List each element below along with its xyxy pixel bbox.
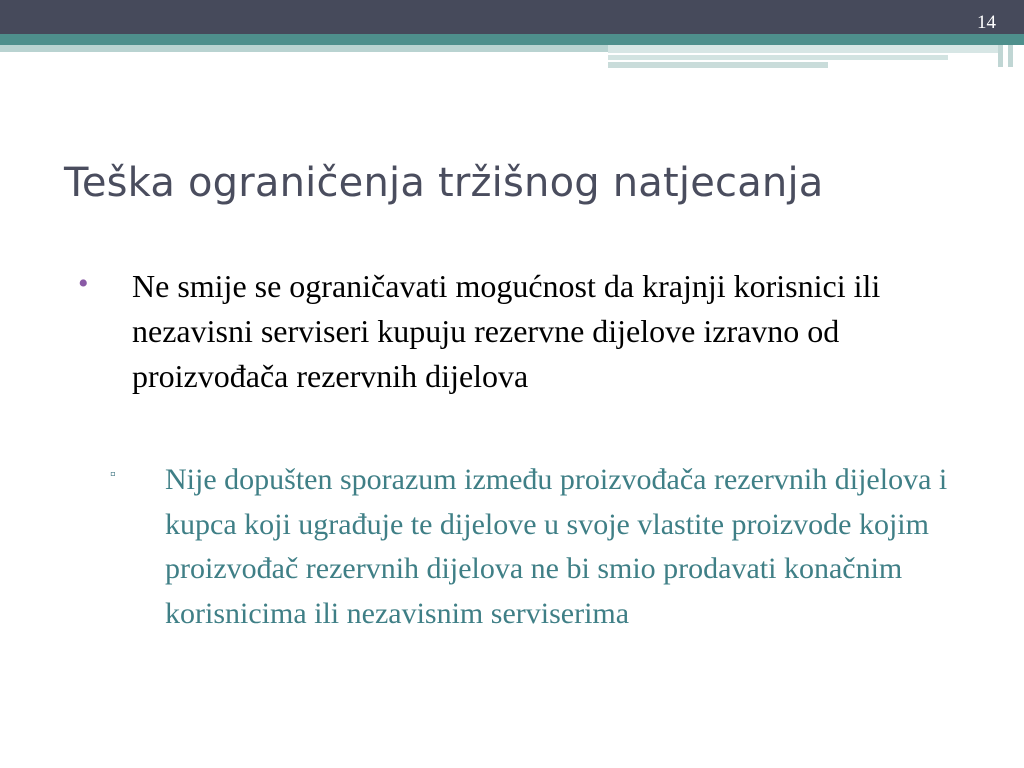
slide-number: 14 (977, 12, 996, 33)
header-teal-band (0, 34, 1024, 45)
bullet-text: Ne smije se ograničavati mogućnost da krajnji korisnici ili nezavisni serviseri kupuju rezervne dijelove izravno od proizvođača rezervnih dijelova (132, 268, 881, 394)
slide-title: Teška ograničenja tržišnog natjecanja (64, 160, 824, 206)
header-dark-band (0, 0, 1024, 34)
header-decor-line (0, 45, 608, 52)
header-decor-bar (998, 45, 1003, 67)
sub-bullet-text: Nije dopušten sporazum između proizvođača rezervnih dijelova i kupca koji ugrađuje te dijelove u svoje vlastite proizvode kojim proizvođač rezervnih dijelova ne bi smio prodavati konačnim korisnicima ili nezavisnim serviserima (165, 463, 948, 630)
header-decor-line (608, 55, 948, 60)
header-decor-bar (1008, 45, 1013, 67)
header-decor-line (608, 45, 998, 53)
sub-bullet-marker: ▫ (110, 466, 116, 483)
bullet-marker: • (78, 267, 89, 300)
header-decor-line (608, 62, 828, 68)
